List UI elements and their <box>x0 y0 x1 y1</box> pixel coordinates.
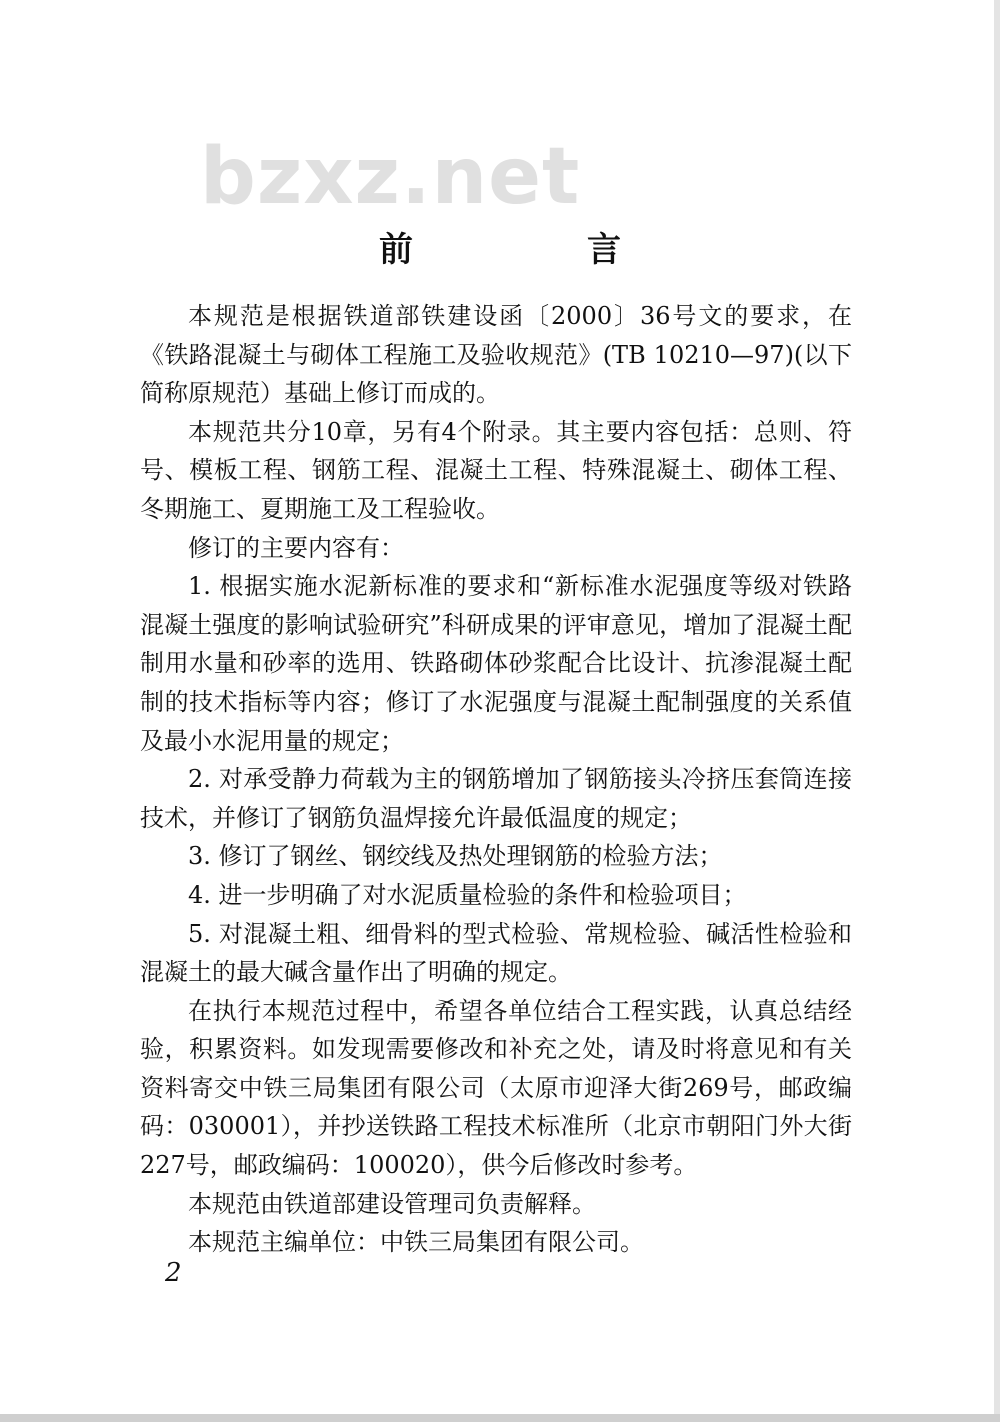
paragraph-feedback: 在执行本规范过程中，希望各单位结合工程实践，认真总结经验，积累资料。如发现需要修改和补充之处，请及时将意见和有关资料寄交中铁三局集团有限公司（太原市迎泽大街269号，邮政编码：030001），并抄送铁路工程技术标准所（北京市朝阳门外大街227号，邮政编码：100020），供今后修改时参考。 <box>140 996 852 1180</box>
paragraph-revision-heading: 修订的主要内容有： <box>188 533 404 562</box>
paragraph-item-1: 1. 根据实施水泥新标准的要求和“新标准水泥强度等级对铁路混凝土强度的影响试验研究”科研成果的评审意见，增加了混凝土配制用水量和砂率的选用、铁路砌体砂浆配合比设计、抗渗混凝土配制的技术指标等内容；修订了水泥强度与混凝土配制强度的关系值及最小水泥用量的规定； <box>140 572 852 755</box>
paragraph-intro: 本规范是根据铁道部铁建设函〔2000〕36号文的要求，在《铁路混凝土与砌体工程施工及验收规范》(TB 10210—97)(以下简称原规范）基础上修订而成的。 <box>140 302 852 408</box>
paragraph-item-5: 5. 对混凝土粗、细骨料的型式检验、常规检验、碱活性检验和混凝土的最大碱含量作出了明确的规定。 <box>140 919 852 987</box>
page-edge-bottom <box>0 1414 1000 1422</box>
page-number: 2 <box>165 1258 182 1288</box>
watermark: bzxz.net <box>200 132 581 222</box>
page-edge-right <box>994 0 1000 1422</box>
paragraph-contents: 本规范共分10章，另有4个附录。其主要内容包括：总则、符号、模板工程、钢筋工程、混凝土工程、特殊混凝土、砌体工程、冬期施工、夏期施工及工程验收。 <box>140 417 852 523</box>
page-title: 前 言 <box>379 230 691 270</box>
paragraph-item-4: 4. 进一步明确了对水泥质量检验的条件和检验项目； <box>188 880 747 909</box>
paragraph-editor: 本规范主编单位：中铁三局集团有限公司。 <box>188 1228 644 1257</box>
paragraph-item-3: 3. 修订了钢丝、钢绞线及热处理钢筋的检验方法； <box>188 842 723 871</box>
paragraph-item-2: 2. 对承受静力荷载为主的钢筋增加了钢筋接头冷挤压套筒连接技术，并修订了钢筋负温焊接允许最低温度的规定； <box>140 765 852 832</box>
body-text <box>140 297 852 1262</box>
paragraph-interpretation: 本规范由铁道部建设管理司负责解释。 <box>188 1189 596 1218</box>
